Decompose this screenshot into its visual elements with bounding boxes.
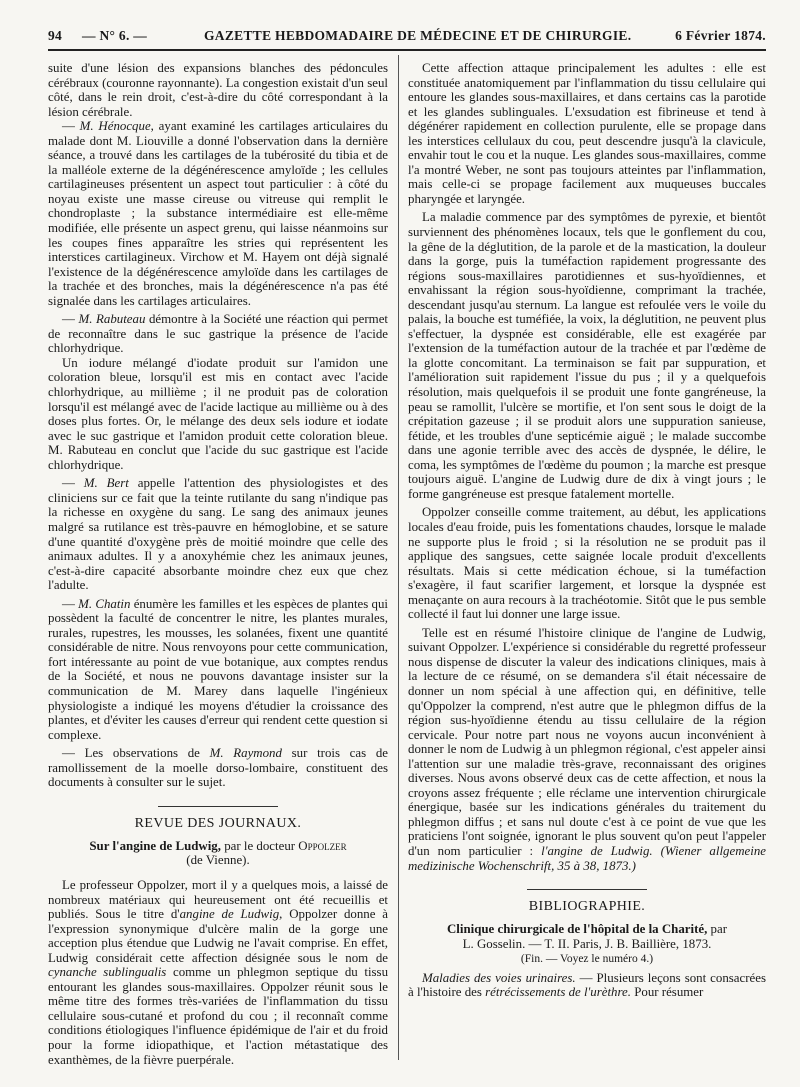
paragraph: La maladie commence par des symptômes de pyrexie, et bientôt surviennent des phénomènes locaux, tels que le gonflement du cou, la gêne de la déglutition, de la parole et de la mastication, la douleur dans la gorge, puis la tuméfaction rapidement progressante des régions sous-maxillaires parotidiennes et sus-hyoïdiennes, et envahissant la région sous-hyoïdienne, comprimant la trachée, descendant jusqu'au sternum. La langue est refoulée vers le voile du palais, la bouche est tuméfiée, la voix, la déglutition, ne peuvent plus s'effectuer, la dyspnée est considérable, elle est exagérée par l'extension de la tuméfaction autour de la trachée et par l'œdème de la glotte concomitant. La terminaison se fait par suppuration, et l'amélioration suit rapidement l'issue du pus ; il y a quelquefois résolution, mais quelquefois il se produit une fonte gangréneuse, la peau se ramollit, l'ulcère se mortifie, et l'on sent sous le doigt de la crépitation gazeuse ; il se produit alors une suppuration sanieuse, fétide, et les troubles d'une septicémie aiguë ; le malade succombe dans une agonie terrible avec des accès de dyspnée, le délire, le coma, les symptômes de l'œdème du poumon ; la marche est presque toujours aiguë. L'angine de Ludwig dure de dix à vingt jours ; le forme gangréneuse est presque fatalement mortelle. [408,210,766,501]
book-title: Clinique chirurgicale de l'hôpital de la Charité, [446,922,708,937]
book-byline: par [707,922,727,937]
paragraph-text: , Oppolzer donne à l'expression synonymique d'ulcère malin de la gorge une acception plus étendue que Ludwig ne l'avait comprise. En effet, Ludwig considérait cette affection désignée sous le nom de [48,907,389,965]
column-divider [398,55,399,1060]
paragraph-text: sur trois cas de ramollissement de la moelle dorso-lombaire, constituent des documents à consulter sur le sujet. [48,746,388,790]
left-column [48,61,388,1067]
citation: (Wiener allgemeine medizinische Wochenschrift, 35 à 38, 1873.) [408,843,766,873]
journal-title: GAZETTE HEBDOMADAIRE DE MÉDECINE ET DE CHIRURGIE. [204,28,632,43]
speaker-name: M. Rabuteau [78,312,146,327]
speaker-name: M. Bert [83,476,129,491]
speaker-name: M. Hénocque [79,119,151,134]
section-rule [527,889,647,890]
page-number: 94 [48,28,63,43]
speaker-name: M. Chatin [78,596,131,611]
section-heading: BIBLIOGRAPHIE. [528,899,646,915]
paragraph-text: appelle l'attention des physiologistes et des cliniciens sur ce fait que la teinte rutilante du sang n'indique pas la richesse en oxygène du sang. Le sang des animaux jeunes malgré sa rutilance est très-pauvre en hémoglobine, et se sature d'une quantité d'oxygène près de moitié moindre que celle des animaux adultes. Il y a anoxyhémie chez les animaux jeunes, c'est-à-dire capacité absorbante moindre chez eux que chez l'adulte. [48,476,388,593]
paragraph: — M. Hénocque, ayant examiné les cartilages articulaires du malade dont M. Liouville a donné l'observation dans la dernière séance, a trouvé dans les cartilages de la tubérosité du tibia et de la malléole externe de la dégénérescence amyloïde ; les cellules cartilagineuses présentent un aspect tout particulier : à côté du noyau existe une masse cireuse ou vitreuse qui remplit le chondroplaste ; la substance intermédiaire est elle-même modifiée, elle présente un aspect grenu, qui laisse néanmoins sur les coupes fines apparaître les stries qui représentent les interstices cartilagineux. Virchow et M. Hayem ont déjà signalé l'existence de la dégénérescence amyloïde dans les cartilages de la trachée et des bronches, mais la dégénérescence n'a pas été signalée dans les cartilages articulaires. [48,119,388,308]
paragraph-text: Pour résumer [631,985,704,1000]
paragraph: — M. Bert appelle l'attention des physiologistes et des cliniciens sur ce fait que la teinte rutilante du sang n'indique pas la richesse en oxygène du sang. Le sang des animaux jeunes malgré sa rutilance est très-pauvre en hémoglobine, et se sature d'une quantité d'oxygène près de moitié moindre que celle des animaux adultes. Il y a anoxyhémie chez les animaux jeunes, c'est-à-dire capacité absorbante moindre chez eux que chez l'adulte. [48,476,388,593]
paragraph-text: , ayant examiné les cartilages articulaires du malade dont M. Liouville a donné l'observation dans la dernière séance, a trouvé dans les cartilages de la tubérosité du tibia et de la malléole externe de la dégénérescence amyloïde ; les cellules cartilagineuses présentent un aspect tout particulier : à côté du noyau existe une masse cireuse ou vitreuse qui remplit le chondroplaste ; la substance intermédiaire est elle-même modifiée, elle présente un aspect grenu, qui laisse néanmoins sur les coupes fines apparaître les stries qui représentent les interstices cartilagineux. Virchow et M. Hayem ont déjà signalé l'existence de la dégénérescence amyloïde dans les cartilages de la trachée et des bronches, mais la dégénérescence n'a pas été signalée dans les cartilages articulaires. [48,119,388,308]
running-header [48,28,766,48]
header-rule [48,49,766,51]
paragraph-text: — Les observations de [62,746,210,761]
paragraph-text: Le professeur Oppolzer, mort il y a quelques mois, a laissé de nombreux matériaux qui heureusement ont été recueillis et publiés. Sous le titre d' [48,877,388,922]
bibliography-entry [408,922,766,967]
article-title-text: Sur l'angine de Ludwig, [89,838,221,853]
paragraph [408,626,766,873]
emphasis: angine de Ludwig [179,907,280,922]
paragraph: — M. Rabuteau démontre à la Société une réaction qui permet de reconnaître dans le suc gastrique la présence de l'acide chlorhydrique. [48,312,388,356]
paragraph: — M. Chatin énumère les familles et les espèces de plantes qui possèdent la faculté de concentrer le nitre, les plantes murales, rurales, rupestres, les mousses, les solanées, fixent une quantité considérable de nitre. Nous renvoyons pour cette communication, fort intéressante au point de vue botanique, aux comptes rendus de la Société, et nous ne pouvons davantage insister sur la communication de M. Marey dans laquelle l'ingénieux physiologiste a indiqué les moyens d'étudier la croissance des plantes, et d'éviter les causes d'erreur qui rendent cette question si complexe. [48,596,388,742]
emphasis: cynanche sublingualis [48,965,167,980]
paragraph-text: comme un phlegmon septique du tissu entourant les glandes sous-maxillaires. Oppolzer réunit sous le même titre des formes très-variées de l'inflammation du tissu cellulaire sous-cutané et profond du cou ; il reconnaît comme conditions étiologiques l'influence épidémique de l'air et du froid pour la forme idiopathique, et l'action métastatique des exanthèmes, de la fièvre puerpérale. [48,965,389,1067]
speaker-name: M. Raymond [209,746,282,761]
article-place: (de Vienne). [186,853,250,868]
paragraph: Un iodure mélangé d'iodate produit sur l'amidon une coloration bleue, lorsqu'il est mis en contact avec l'acide chlorhydrique, au millième ; il ne produit pas de coloration lorsqu'il est mélangé avec de l'acide lactique au millième ou à des doses plus fortes. Or, le mélange des deux sels iodure et iodate avec le suc gastrique et l'amidon produit cette coloration bleue. M. Rabuteau en conclut que l'acide du suc gastrique est l'acide chlorhydrique. [48,355,388,472]
right-column [408,61,766,1000]
emphasis: rétrécissements de l'urèthre. [485,985,631,1000]
paragraph: Oppolzer conseille comme traitement, au début, les applications locales d'eau froide, puis les fomentations chaudes, lorsque le malade ne supporte plus le froid ; si la résolution ne se produit pas il applique des sangsues, cette saignée locale produit d'excellents résultats. Mais si cette médication échoue, si la tuméfaction s'exagère, il faut scarifier largement, et lorsque la dyspnée est menaçante on aura recours à la trachéotomie. Sitôt que le pus semble collecté il faut lui donner une large issue. [408,505,766,622]
paragraph: suite d'une lésion des expansions blanches des pédoncules cérébraux (couronne rayonnante). La congestion existait d'un seul côté, dans le rein droit, c'est-à-dire du côté correspondant à la lésion cérébrale. [48,61,388,119]
article-title [48,839,388,868]
section-rule [158,806,278,807]
paragraph-text: énumère les familles et les espèces de plantes qui possèdent la faculté de concentrer le nitre, les plantes murales, rurales, rupestres, les mousses, les solanées, fixent une quantité considérable de nitre. Nous renvoyons pour cette communication, fort intéressante au point de vue botanique, aux comptes rendus de la Société, et nous ne pouvons davantage insister sur la communication de M. Marey dans laquelle l'ingénieux physiologiste a indiqué les moyens d'étudier la croissance des plantes, et d'éviter les causes d'erreur qui rendent cette question si complexe. [48,596,388,742]
article-byline: par le docteur [220,838,299,853]
section-heading: REVUE DES JOURNAUX. [134,815,302,831]
emphasis: Maladies des voies urinaires. [422,970,576,985]
paragraph-text: démontre à la Société une réaction qui permet de reconnaître dans le suc gastrique la présence de l'acide chlorhydrique. [48,312,388,356]
paragraph [48,878,388,1067]
issue-date: 6 Février 1874. [675,28,766,43]
paragraph [48,746,388,790]
paragraph: Cette affection attaque principalement les adultes : elle est constituée anatomiquement par l'inflammation du tissu cellulaire qui entoure les glandes sous-maxillaires, et dans certains cas la parotide et les glandes sublinguales. L'exsudation est fibrineuse et tend à dégénérer rapidement en collection purulente, elle se propage dans les interstices cellulaux du cou, peut descendre jusqu'à la clavicule, envahir tout le cou et la nuque. Les glandes sous-maxillaires, comme l'a montré Weber, ne sont pas toujours atteintes par l'inflammation, mais celle-ci se propage facilement aux muqueuses buccales pharyngée et laryngée. [408,61,766,206]
paragraph-text: — Plusieurs leçons sont consacrées à l'histoire des [408,970,766,1000]
book-publisher: L. Gosselin. — T. II. Paris, J. B. Baillière, 1873. [462,936,712,951]
continuation-note: (Fin. — Voyez le numéro 4.) [520,953,654,966]
paragraph [408,971,766,1000]
article-author: Oppolzer [298,838,347,853]
emphasis: l'angine de Ludwig. [541,843,653,858]
paragraph-text: Telle est en résumé l'histoire clinique de l'angine de Ludwig, suivant Oppolzer. L'expérience si considérable du regretté professeur nous dispense de discuter la valeur des indications cliniques, mais à la lecture de ce résumé, on se demandera s'il était nécessaire de donner un nom spécial à une affection qui, en définitive, telle qu'Oppolzer la comprend, n'est autre que le phlegmon diffus de la région sus-hyoïdienne étendu au tissu cellulaire de la région cervicale. Pour notre part nous ne voyons aucun inconvénient à donner le nom de Ludwig à un phlegmon régional, c'est appeler ainsi l'attention sur une maladie très-grave, reconnaissant des origines diverses. Nous avons observé deux cas de cette affection, et nous la croyons assez fréquente ; elle réclame une intervention chirurgicale énergique, basée sur les indications générales du traitement du phlegmon diffus ; et sans nul doute c'est à ce point de vue que les praticiens l'ont soignée, ignorant le plus souvent qu'on peut l'appeler d'un nom particulier : [408,625,766,858]
issue-number: — N° 6. — [82,28,148,43]
